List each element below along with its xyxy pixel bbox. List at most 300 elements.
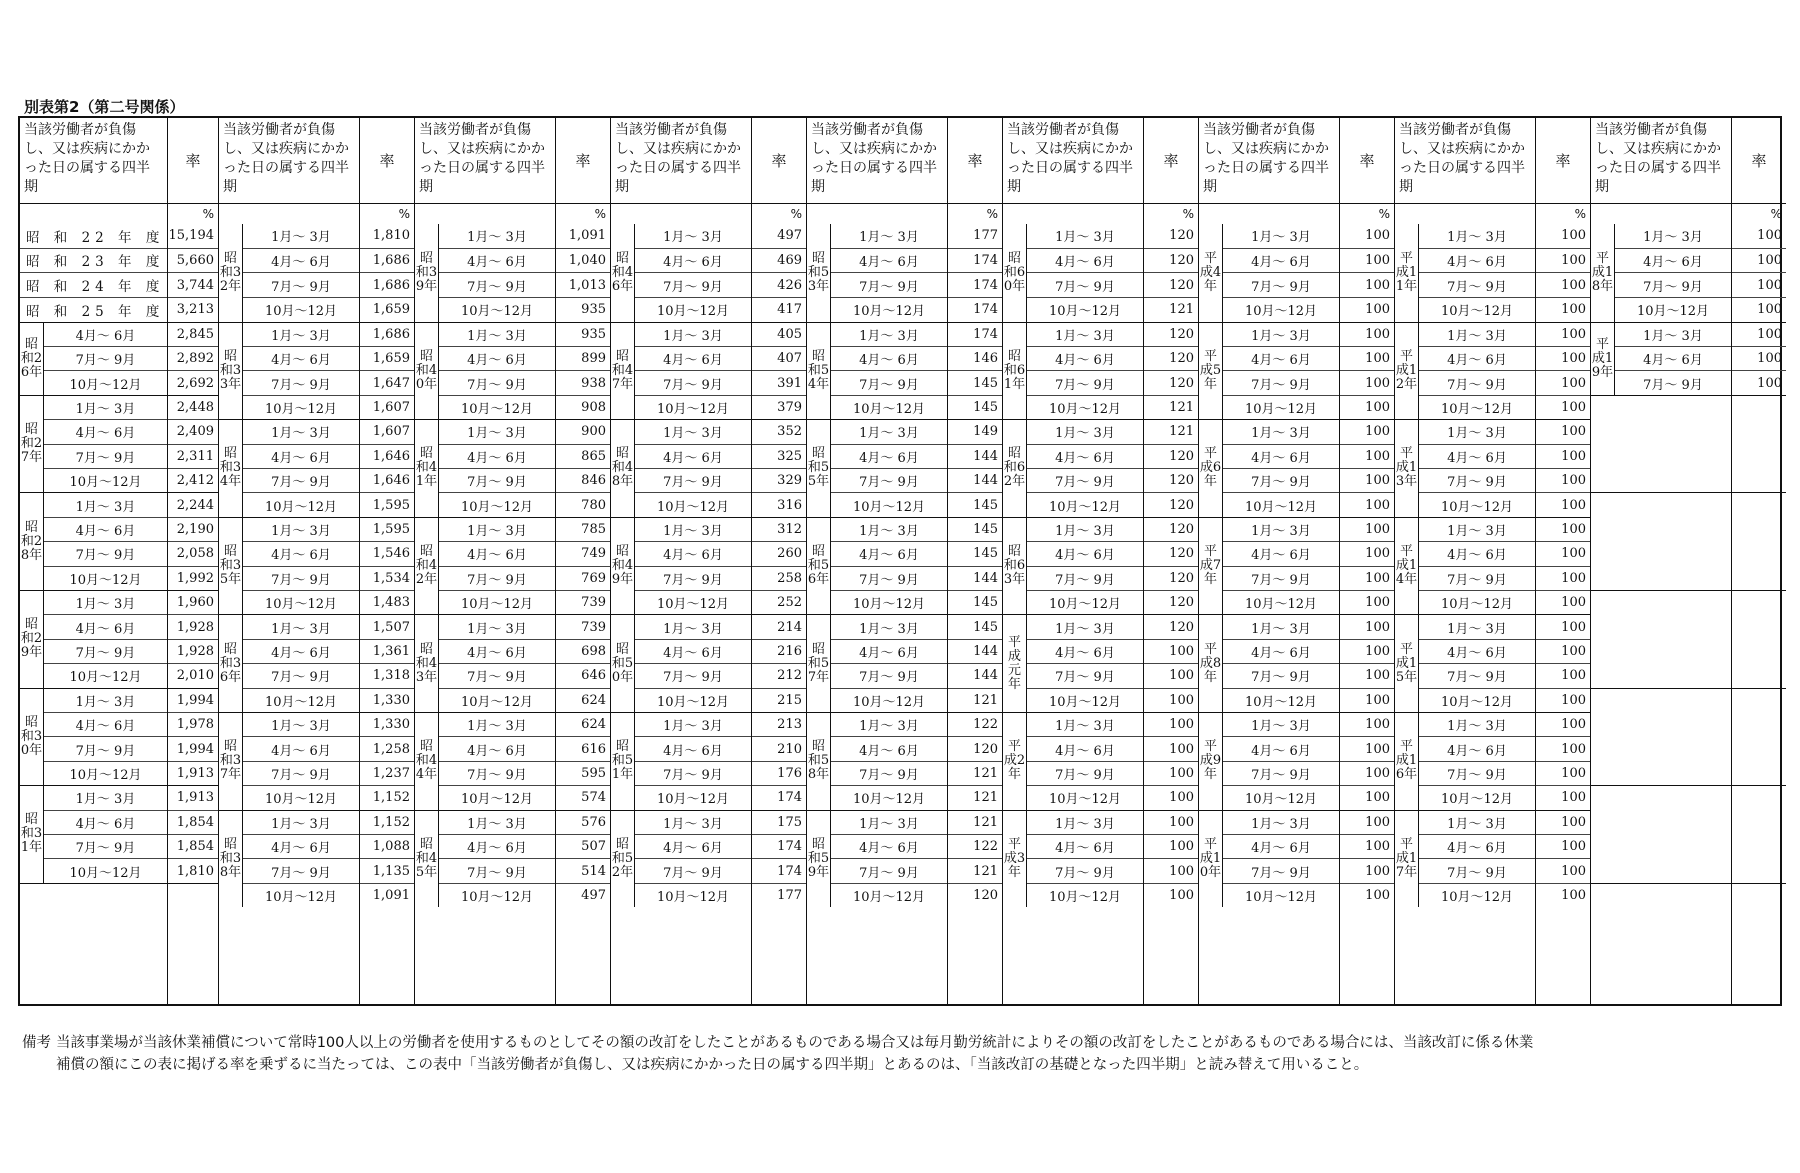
era-year-group [415, 614, 555, 712]
era-rate-group [1340, 322, 1394, 420]
rate-header: 率 [948, 118, 1002, 204]
era-rate-group [556, 712, 610, 810]
rate-value: 100 [1561, 228, 1586, 244]
quarter-label: 10月～12月 [243, 395, 359, 419]
period-column [1395, 118, 1536, 1004]
quarter-label: 10月～12月 [635, 590, 751, 614]
rate-value: 100 [1144, 663, 1198, 687]
quarter-label: 1月～ 3月 [1447, 523, 1507, 539]
quarter-label: 4月～ 6月 [44, 419, 167, 443]
rate-value: 100 [1144, 785, 1198, 809]
quarter-label: 1月～ 3月 [467, 230, 527, 246]
rate-value: 100 [1340, 883, 1394, 907]
rate-value: 2,692 [168, 370, 218, 394]
quarter-label: 10月～12月 [439, 395, 555, 419]
era-year-label: 昭和57年 [807, 615, 831, 712]
era-year-label: 昭和29年 [20, 591, 44, 688]
era-year-group [219, 322, 359, 420]
era-year-group [807, 517, 947, 615]
quarter-label: 1月～ 3月 [1251, 523, 1311, 539]
era-year-group [20, 590, 167, 688]
rate-value: 100 [1536, 858, 1590, 882]
quarter-label: 1月～ 3月 [859, 816, 919, 832]
rate-value: 100 [1536, 639, 1590, 663]
era-year-label: 昭和44年 [415, 713, 439, 810]
quarter-label: 1月～ 3月 [1447, 719, 1507, 735]
quarter-label: 7月～ 9月 [1223, 468, 1339, 492]
era-year-group [1395, 517, 1535, 615]
rate-value: 1,928 [168, 639, 218, 663]
quarter-label: 4月～ 6月 [243, 834, 359, 858]
era-year-group [611, 810, 751, 908]
era-rate-group [948, 517, 1002, 615]
rate-value: 312 [777, 521, 802, 537]
rate-value: 100 [1536, 468, 1590, 492]
rate-value: 100 [1536, 248, 1590, 273]
rate-value: 174 [752, 834, 806, 858]
rate-value: 507 [556, 834, 610, 858]
rate-value: 1,810 [372, 228, 410, 244]
quarter-label: 7月～ 9月 [635, 566, 751, 590]
quarter-label: 1月～ 3月 [1643, 230, 1703, 246]
rate-value: 175 [777, 814, 802, 830]
era-rate-group [556, 517, 610, 615]
era-year-group [1003, 517, 1143, 615]
empty-row-group [1591, 688, 1731, 786]
era-rate-group [1144, 224, 1198, 322]
rate-value: 177 [752, 883, 806, 907]
era-rate-group [168, 590, 218, 688]
quarter-label: 4月～ 6月 [1223, 346, 1339, 370]
rate-value: 1,994 [176, 692, 214, 708]
era-year-label: 平成9年 [1199, 713, 1223, 810]
period-column [807, 118, 948, 1004]
era-year-group [219, 517, 359, 615]
rate-value: 325 [752, 444, 806, 468]
era-year-label: 昭和54年 [807, 323, 831, 420]
quarter-label: 1月～ 3月 [75, 694, 136, 710]
quarter-label: 1月～ 3月 [1251, 816, 1311, 832]
empty-rate-group [1732, 688, 1786, 786]
era-year-label: 昭和35年 [219, 518, 243, 615]
quarter-label: 7月～ 9月 [1027, 468, 1143, 492]
quarter-label: 10月～12月 [1223, 785, 1339, 809]
percent-unit: % [1770, 207, 1782, 221]
rate-value: 769 [556, 566, 610, 590]
rate-value: 145 [948, 541, 1002, 565]
quarter-label: 10月～12月 [831, 492, 947, 516]
quarter-label: 10月～12月 [635, 395, 751, 419]
era-year-group [20, 395, 167, 493]
rate-value: 100 [1340, 858, 1394, 882]
quarter-label: 7月～ 9月 [1027, 663, 1143, 687]
era-year-group [1395, 712, 1535, 810]
rate-value: 174 [973, 326, 998, 342]
rate-value: 100 [1340, 370, 1394, 394]
quarter-label: 1月～ 3月 [1447, 426, 1507, 442]
quarter-label: 1月～ 3月 [1055, 426, 1115, 442]
rate-value: 100 [1144, 761, 1198, 785]
quarter-label: 1月～ 3月 [75, 401, 136, 417]
quarter-label: 10月～12月 [1027, 590, 1143, 614]
era-rate-group [752, 712, 806, 810]
quarter-label: 4月～ 6月 [635, 248, 751, 273]
quarter-label: 1月～ 3月 [859, 230, 919, 246]
rate-value: 145 [973, 619, 998, 635]
rate-value: 1,854 [168, 834, 218, 858]
rate-column [1340, 118, 1394, 1004]
quarter-label: 4月～ 6月 [831, 444, 947, 468]
era-year-label: 昭和62年 [1003, 420, 1027, 517]
era-year-label: 昭和41年 [415, 420, 439, 517]
rate-value: 329 [752, 468, 806, 492]
quarter-label: 10月～12月 [1223, 395, 1339, 419]
era-year-group [1199, 614, 1339, 712]
rate-value: 1,659 [360, 346, 414, 370]
era-year-label: 平成元年 [1003, 615, 1027, 712]
era-year-label: 平成8年 [1199, 615, 1223, 712]
quarter-label: 4月～ 6月 [1027, 346, 1143, 370]
rate-header: 率 [752, 118, 806, 204]
era-rate-group [360, 810, 414, 908]
quarter-label: 4月～ 6月 [1223, 444, 1339, 468]
rate-value: 100 [1732, 297, 1786, 322]
quarter-label: 4月～ 6月 [439, 346, 555, 370]
rate-value: 2,311 [168, 444, 218, 468]
era-year-label: 昭和37年 [219, 713, 243, 810]
rate-value: 120 [1169, 228, 1194, 244]
rate-value: 2,448 [176, 399, 214, 415]
quarter-label: 1月～ 3月 [1055, 816, 1115, 832]
quarter-label: 1月～ 3月 [1055, 523, 1115, 539]
quarter-label: 7月～ 9月 [439, 858, 555, 882]
quarter-label: 4月～ 6月 [44, 614, 167, 638]
fiscal-year-group [20, 224, 167, 322]
era-year-label: 昭和38年 [219, 811, 243, 908]
percent-unit: % [202, 207, 214, 221]
era-year-label: 昭和32年 [219, 224, 243, 322]
quarter-label: 7月～ 9月 [635, 272, 751, 297]
quarter-label: 1月～ 3月 [1251, 328, 1311, 344]
era-year-group [219, 712, 359, 810]
era-year-label: 平成17年 [1395, 811, 1419, 908]
period-header: 当該労働者が負傷し、又は疾病にかかった日の属する四半期 [20, 118, 167, 204]
quarter-label: 10月～12月 [439, 883, 555, 907]
era-year-label: 昭和49年 [611, 518, 635, 615]
rate-value: 2,409 [168, 419, 218, 443]
quarter-label: 10月～12月 [1027, 883, 1143, 907]
quarter-label: 7月～ 9月 [1027, 858, 1143, 882]
quarter-label: 7月～ 9月 [1223, 272, 1339, 297]
percent-unit: % [1574, 207, 1586, 221]
period-header: 当該労働者が負傷し、又は疾病にかかった日の属する四半期 [1395, 118, 1535, 204]
era-year-group [20, 492, 167, 590]
era-year-group [415, 322, 555, 420]
quarter-label: 1月～ 3月 [467, 816, 527, 832]
empty-row-group [1591, 395, 1731, 493]
era-year-group [1395, 224, 1535, 322]
rate-table [18, 116, 1782, 1006]
rate-value: 405 [777, 326, 802, 342]
quarter-label: 4月～ 6月 [1419, 834, 1535, 858]
quarter-label: 4月～ 6月 [1027, 736, 1143, 760]
era-year-group [219, 810, 359, 908]
rate-value: 100 [1340, 785, 1394, 809]
era-year-group [1199, 517, 1339, 615]
era-year-group [1395, 322, 1535, 420]
era-rate-group [1144, 614, 1198, 712]
rate-value: 616 [556, 736, 610, 760]
quarter-label: 4月～ 6月 [75, 328, 136, 344]
quarter-label: 7月～ 9月 [831, 272, 947, 297]
quarter-label: 10月～12月 [1027, 395, 1143, 419]
era-year-label: 昭和34年 [219, 420, 243, 517]
rate-value: 938 [556, 370, 610, 394]
rate-value: 935 [556, 297, 610, 322]
table-column-block [1395, 118, 1591, 1004]
era-year-group [807, 419, 947, 517]
rate-value: 1,507 [372, 619, 410, 635]
rate-value: 316 [752, 492, 806, 516]
empty-rate-group [1732, 395, 1786, 493]
rate-value: 145 [973, 521, 998, 537]
quarter-label: 7月～ 9月 [439, 566, 555, 590]
table-column-block [807, 118, 1003, 1004]
rate-value: 145 [948, 370, 1002, 394]
quarter-label: 7月～ 9月 [1223, 858, 1339, 882]
era-rate-group [1340, 224, 1394, 322]
quarter-label: 10月～12月 [1419, 590, 1535, 614]
quarter-label: 4月～ 6月 [1615, 248, 1731, 273]
percent-spacer [1003, 204, 1143, 224]
era-year-label: 平成15年 [1395, 615, 1419, 712]
rate-value: 100 [1365, 717, 1390, 733]
rate-value: 174 [752, 785, 806, 809]
rate-value: 1,152 [360, 785, 414, 809]
rate-value: 1,686 [360, 248, 414, 273]
rate-value: 100 [1340, 248, 1394, 273]
rate-value: 749 [556, 541, 610, 565]
era-year-group [1199, 419, 1339, 517]
rate-value: 497 [556, 883, 610, 907]
period-header: 当該労働者が負傷し、又は疾病にかかった日の属する四半期 [1591, 118, 1731, 204]
rate-value: 1,258 [360, 736, 414, 760]
empty-row-group [20, 883, 167, 907]
era-year-label: 平成12年 [1395, 323, 1419, 420]
rate-value: 100 [1732, 248, 1786, 273]
quarter-label: 1月～ 3月 [467, 719, 527, 735]
quarter-label: 10月～12月 [635, 688, 751, 712]
era-rate-group [360, 712, 414, 810]
rate-value: 144 [948, 639, 1002, 663]
quarter-label: 7月～ 9月 [439, 468, 555, 492]
rate-value: 120 [1144, 566, 1198, 590]
rate-value: 121 [1144, 395, 1198, 419]
quarter-label: 4月～ 6月 [243, 444, 359, 468]
quarter-label: 1月～ 3月 [271, 523, 331, 539]
rate-value: 120 [1144, 468, 1198, 492]
quarter-label: 1月～ 3月 [663, 816, 723, 832]
rate-value: 100 [1340, 639, 1394, 663]
rate-value: 1,647 [360, 370, 414, 394]
era-year-label: 昭和60年 [1003, 224, 1027, 322]
rate-header: 率 [168, 118, 218, 204]
quarter-label: 10月～12月 [1615, 297, 1731, 322]
fiscal-year-label: 昭 和 25 年 度 [20, 297, 167, 322]
percent-spacer [1395, 204, 1535, 224]
rate-value: 100 [1340, 272, 1394, 297]
quarter-label: 10月～12月 [44, 858, 167, 882]
period-column [219, 118, 360, 1004]
quarter-label: 1月～ 3月 [1447, 230, 1507, 246]
era-year-group [611, 614, 751, 712]
rate-value: 1,686 [372, 326, 410, 342]
era-rate-group [1536, 517, 1590, 615]
rate-value: 935 [581, 326, 606, 342]
rate-value: 2,190 [168, 517, 218, 541]
empty-rate-group [1732, 590, 1786, 688]
quarter-label: 1月～ 3月 [75, 792, 136, 808]
rate-value: 100 [1340, 736, 1394, 760]
rate-header: 率 [556, 118, 610, 204]
quarter-label: 4月～ 6月 [1223, 736, 1339, 760]
quarter-label: 10月～12月 [243, 297, 359, 322]
rate-value: 497 [777, 228, 802, 244]
quarter-label: 10月～12月 [831, 590, 947, 614]
rate-value: 145 [948, 395, 1002, 419]
percent-unit: % [986, 207, 998, 221]
era-year-label: 平成16年 [1395, 713, 1419, 810]
rate-value: 120 [1169, 521, 1194, 537]
era-year-group [219, 614, 359, 712]
era-rate-group [1536, 810, 1590, 908]
era-rate-group [1340, 810, 1394, 908]
quarter-label: 4月～ 6月 [831, 541, 947, 565]
rate-value: 120 [1144, 346, 1198, 370]
quarter-label: 7月～ 9月 [439, 272, 555, 297]
rate-value: 145 [948, 590, 1002, 614]
rate-value: 1,607 [360, 395, 414, 419]
era-rate-group [752, 322, 806, 420]
rate-value: 379 [752, 395, 806, 419]
rate-value: 144 [948, 468, 1002, 492]
era-rate-group [752, 810, 806, 908]
era-rate-group [752, 614, 806, 712]
rate-value: 100 [1732, 370, 1786, 394]
quarter-label: 7月～ 9月 [243, 761, 359, 785]
rate-value: 1,686 [360, 272, 414, 297]
quarter-label: 4月～ 6月 [439, 444, 555, 468]
table-column-block [1199, 118, 1395, 1004]
rate-value: 210 [752, 736, 806, 760]
quarter-label: 7月～ 9月 [243, 468, 359, 492]
period-column [611, 118, 752, 1004]
rate-value: 100 [1757, 326, 1782, 342]
era-rate-group [1732, 224, 1786, 322]
rate-value: 2,845 [176, 326, 214, 342]
era-rate-group [1536, 419, 1590, 517]
quarter-label: 4月～ 6月 [1419, 541, 1535, 565]
era-rate-group [1144, 517, 1198, 615]
quarter-label: 10月～12月 [831, 883, 947, 907]
period-header: 当該労働者が負傷し、又は疾病にかかった日の属する四半期 [219, 118, 359, 204]
rate-value: 100 [1365, 814, 1390, 830]
rate-value: 120 [1144, 444, 1198, 468]
quarter-label: 4月～ 6月 [1419, 248, 1535, 273]
quarter-label: 7月～ 9月 [243, 858, 359, 882]
rate-value: 121 [948, 761, 1002, 785]
quarter-label: 10月～12月 [243, 785, 359, 809]
era-rate-group [1340, 712, 1394, 810]
quarter-label: 7月～ 9月 [44, 639, 167, 663]
era-rate-group [556, 322, 610, 420]
quarter-label: 7月～ 9月 [1223, 663, 1339, 687]
quarter-label: 7月～ 9月 [439, 663, 555, 687]
quarter-label: 7月～ 9月 [831, 370, 947, 394]
rate-header: 率 [1144, 118, 1198, 204]
rate-value: 100 [1365, 424, 1390, 440]
quarter-label: 10月～12月 [1419, 688, 1535, 712]
rate-header: 率 [1536, 118, 1590, 204]
quarter-label: 4月～ 6月 [1027, 541, 1143, 565]
remarks-line-1: 当該事業場が当該休業補償について常時100人以上の労働者を使用するものとしてその額の改訂をしたことがあるものである場合又は毎月勤労統計によりその額の改訂をしたことがあるものである場合には、当該改訂に係る休業 [56, 1035, 1534, 1051]
quarter-label: 1月～ 3月 [75, 597, 136, 613]
quarter-label: 7月～ 9月 [1027, 566, 1143, 590]
quarter-label: 10月～12月 [439, 297, 555, 322]
era-rate-group [1536, 712, 1590, 810]
quarter-label: 1月～ 3月 [859, 426, 919, 442]
era-year-group [807, 614, 947, 712]
era-year-group [1003, 810, 1143, 908]
rate-value: 3,744 [168, 272, 218, 297]
quarter-label: 10月～12月 [243, 492, 359, 516]
era-rate-group [360, 614, 414, 712]
rate-value: 1,595 [360, 492, 414, 516]
era-rate-group [360, 322, 414, 420]
quarter-label: 7月～ 9月 [635, 468, 751, 492]
table-column-block [611, 118, 807, 1004]
quarter-label: 10月～12月 [44, 566, 167, 590]
rate-value: 120 [948, 883, 1002, 907]
quarter-label: 4月～ 6月 [1419, 346, 1535, 370]
era-rate-group [360, 419, 414, 517]
rate-column [360, 118, 414, 1004]
quarter-label: 10月～12月 [1223, 590, 1339, 614]
rate-value: 100 [1365, 521, 1390, 537]
rate-value: 100 [1536, 346, 1590, 370]
rate-value: 100 [1561, 619, 1586, 635]
quarter-label: 4月～ 6月 [1223, 834, 1339, 858]
quarter-label: 4月～ 6月 [635, 541, 751, 565]
era-year-group [807, 810, 947, 908]
rate-value: 100 [1536, 272, 1590, 297]
quarter-label: 7月～ 9月 [44, 444, 167, 468]
quarter-label: 7月～ 9月 [1419, 566, 1535, 590]
quarter-label: 7月～ 9月 [243, 272, 359, 297]
rate-value: 595 [556, 761, 610, 785]
quarter-label: 7月～ 9月 [439, 761, 555, 785]
quarter-label: 7月～ 9月 [243, 566, 359, 590]
rate-value: 216 [752, 639, 806, 663]
quarter-label: 10月～12月 [831, 297, 947, 322]
era-year-group [1591, 224, 1731, 322]
era-year-group [415, 224, 555, 322]
rate-value: 100 [1169, 717, 1194, 733]
era-year-label: 昭和61年 [1003, 323, 1027, 420]
quarter-label: 4月～ 6月 [831, 248, 947, 273]
quarter-label: 7月～ 9月 [635, 858, 751, 882]
rate-value: 1,978 [168, 712, 218, 736]
